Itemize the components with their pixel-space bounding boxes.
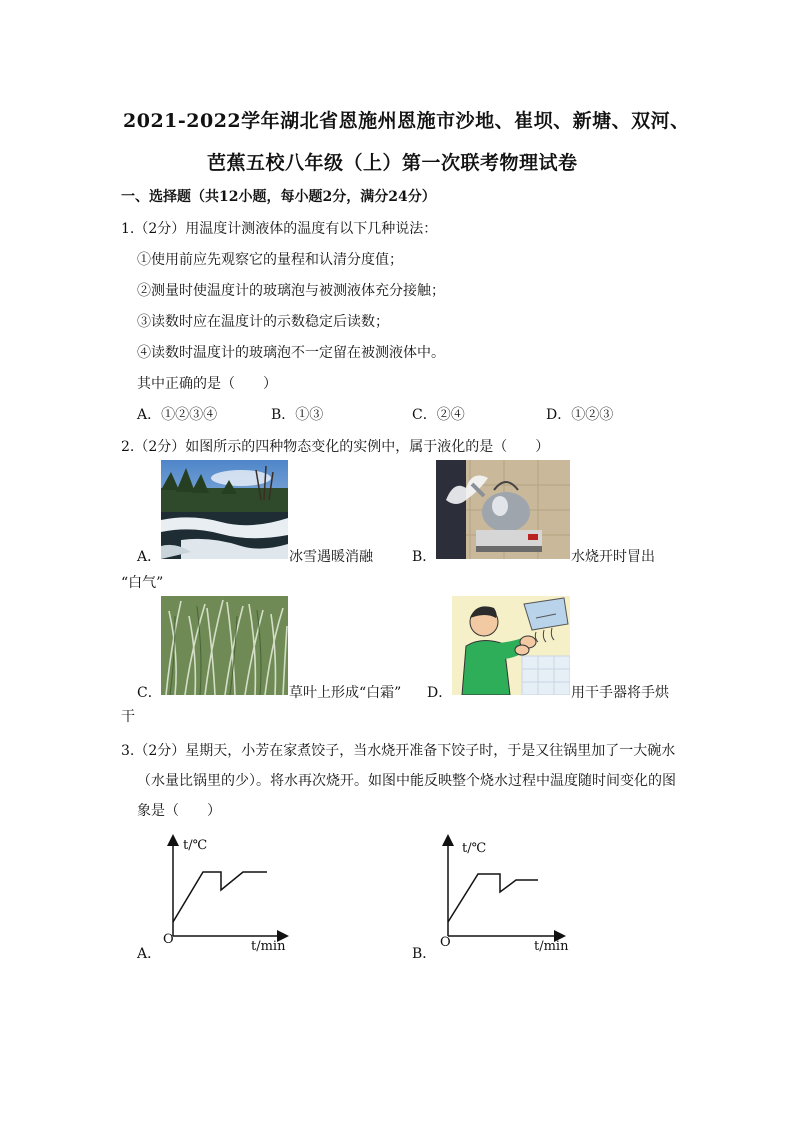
question-3-stem-line2: （水量比锅里的少）。将水再次烧开。如图中能反映整个烧水过程中温度随时间变化的图 xyxy=(137,773,676,789)
q2-option-d-letter: D． xyxy=(427,685,453,701)
q2-option-c-letter: C． xyxy=(137,685,162,701)
question-2-stem: 2.（2分）如图所示的四种物态变化的实例中，属于液化的是（ ） xyxy=(121,439,550,455)
q2-option-a-text: 冰雪遇暖消融 xyxy=(289,549,373,565)
page-title-line2: 芭蕉五校八年级（上）第一次联考物理试卷 xyxy=(207,152,578,174)
graph-b-origin: O xyxy=(440,935,451,950)
option-a: A．①②③④ xyxy=(137,407,218,423)
question-1-item: ②测量时使温度计的玻璃泡与被测液体充分接触； xyxy=(137,283,445,299)
q2-option-b-text: 水烧开时冒出 xyxy=(571,549,655,565)
q2-option-b-continued: “白气” xyxy=(121,575,164,591)
question-1-item: ③读数时应在温度计的示数稳定后读数； xyxy=(137,314,389,330)
question-3-stem-line1: 3.（2分）星期天，小芳在家煮饺子，当水烧开准备下饺子时，于是又往锅里加了一大碗水 xyxy=(121,743,676,759)
graph-a-origin: O xyxy=(163,932,174,947)
melting-snow-photo xyxy=(161,460,288,559)
option-b: B．①③ xyxy=(271,407,324,423)
q2-option-d-text: 用干手器将手烘 xyxy=(571,685,669,701)
question-1-item: ①使用前应先观察它的量程和认清分度值； xyxy=(137,252,403,268)
question-1-stem: 1.（2分）用温度计测液体的温度有以下几种说法： xyxy=(121,221,438,237)
graph-a-x-label: t/min xyxy=(251,939,286,954)
graph-b-x-label: t/min xyxy=(534,939,569,954)
q2-option-d-continued: 干 xyxy=(121,709,135,725)
q3-option-b-letter: B． xyxy=(412,946,437,962)
q2-option-b-letter: B． xyxy=(412,549,437,565)
q3-option-a-letter: A． xyxy=(137,946,162,962)
boiling-kettle-photo xyxy=(436,460,570,559)
q2-option-c-text: 草叶上形成“白霜” xyxy=(289,685,402,701)
option-d: D．①②③ xyxy=(546,407,614,423)
page-title-line1: 2021-2022学年湖北省恩施州恩施市沙地、崔坝、新塘、双河、 xyxy=(123,110,690,132)
option-c: C．②④ xyxy=(412,407,465,423)
hand-dryer-illustration xyxy=(452,596,570,695)
section-heading: 一、选择题（共12小题，每小题2分，满分24分） xyxy=(121,189,436,205)
question-1-prompt: 其中正确的是（ ） xyxy=(137,376,277,392)
graph-a-y-label: t/℃ xyxy=(183,838,208,853)
q2-option-a-letter: A． xyxy=(137,549,162,565)
question-3-stem-line3: 象是（ ） xyxy=(137,803,221,819)
frosty-grass-photo xyxy=(161,596,288,695)
question-1-item: ④读数时温度计的玻璃泡不一定留在被测液体中。 xyxy=(137,345,445,361)
graph-b-y-label: t/℃ xyxy=(462,841,487,856)
